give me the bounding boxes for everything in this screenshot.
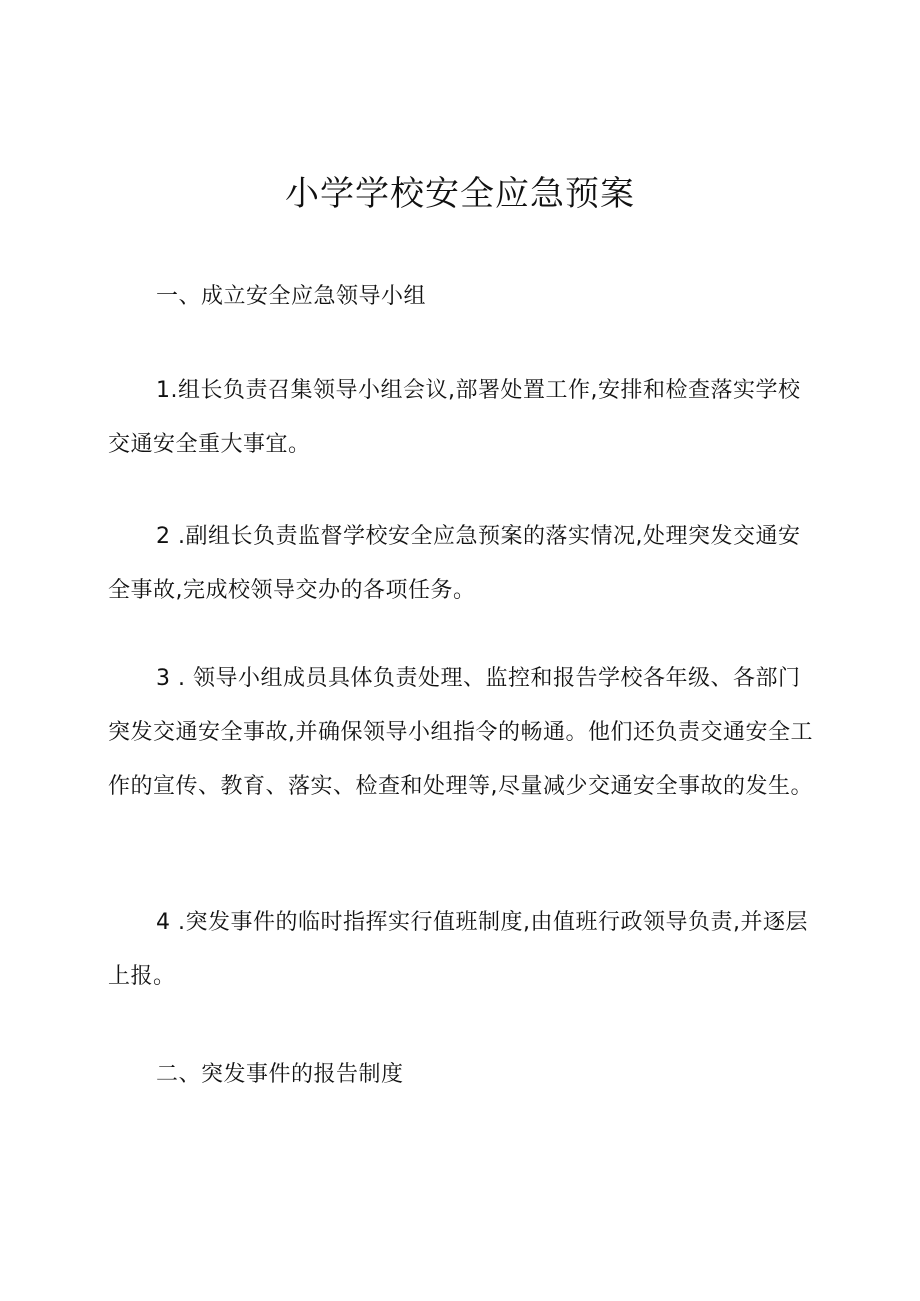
section-heading-2: 二、突发事件的报告制度	[156, 1062, 404, 1087]
paragraph-2: 2 .副组长负责监督学校安全应急预案的落实情况,处理突发交通安全事故,完成校领导交办的各项任务。	[108, 524, 801, 603]
document-title: 小学学校安全应急预案	[285, 174, 635, 214]
paragraph-4: 4 .突发事件的临时指挥实行值班制度,由值班行政领导负责,并逐层上报。	[108, 910, 808, 989]
paragraph-1: 1.组长负责召集领导小组会议,部署处置工作,安排和检查落实学校交通安全重大事宜。	[108, 378, 801, 457]
paragraph-3: 3 . 领导小组成员具体负责处理、监控和报告学校各年级、各部门突发交通安全事故,并确保领导小组指令的畅通。他们还负责交通安全工作的宣传、教育、落实、检查和处理等,尽量减少交通安全事故的发生。	[108, 666, 813, 799]
section-heading-1: 一、成立安全应急领导小组	[156, 284, 427, 309]
